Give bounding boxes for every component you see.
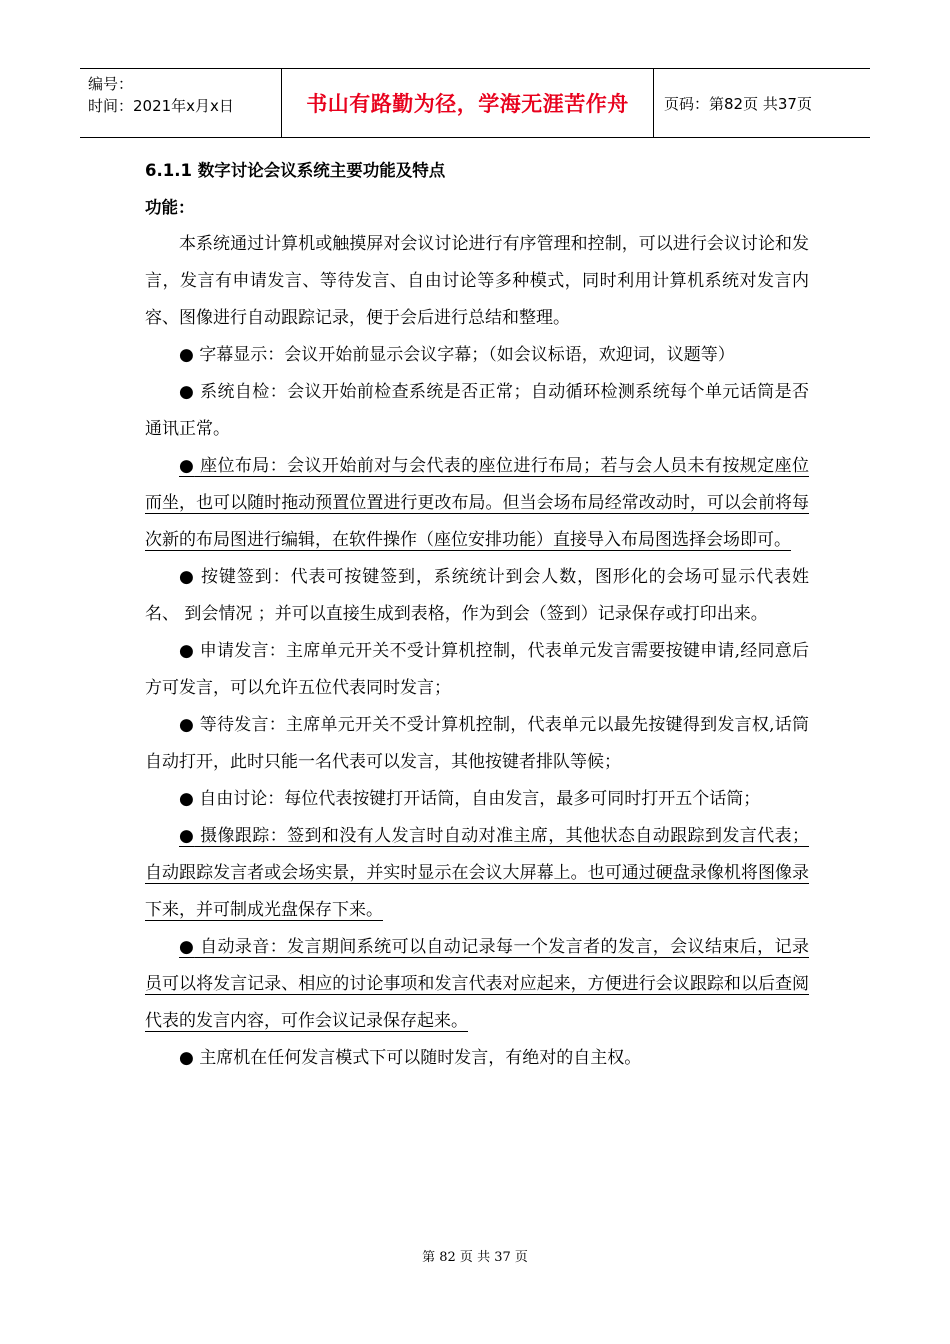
feature-item-text: 摄像跟踪：签到和没有人发言时自动对准主席，其他状态自动跟踪到发言代表；自动跟踪发言者或会场实景，并实时显示在会议大屏幕上。也可通过硬盘录像机将图像录下来，并可制成光盘保存下来。 xyxy=(145,826,809,920)
feature-item xyxy=(145,781,809,818)
bullet-icon: ● xyxy=(179,567,195,587)
bullet-icon: ● xyxy=(179,456,195,476)
feature-item-text: 等待发言：主席单元开关不受计算机控制，代表单元以最先按键得到发言权,话筒自动打开，此时只能一名代表可以发言，其他按键者排队等候； xyxy=(145,715,809,772)
bullet-icon: ● xyxy=(179,937,195,957)
feature-item xyxy=(145,559,809,633)
feature-item-text: 申请发言：主席单元开关不受计算机控制，代表单元发言需要按键申请,经同意后方可发言，可以允许五位代表同时发言； xyxy=(145,641,809,698)
feature-item-text: 字幕显示：会议开始前显示会议字幕；（如会议标语，欢迎词，议题等） xyxy=(193,345,735,365)
page-header xyxy=(80,68,870,138)
header-date-label: 时间：2021年x月x日 xyxy=(88,97,234,115)
feature-item xyxy=(145,818,809,929)
page-footer: 第 82 页 共 37 页 xyxy=(422,1250,528,1265)
feature-item xyxy=(145,448,809,559)
header-page-label: 页码：第82页 共37页 xyxy=(664,94,812,113)
bullet-icon: ● xyxy=(179,715,195,735)
header-motto: 书山有路勤为径，学海无涯苦作舟 xyxy=(282,69,654,137)
feature-list xyxy=(145,337,809,1077)
feature-item xyxy=(145,707,809,781)
feature-item-text: 主席机在任何发言模式下可以随时发言，有绝对的自主权。 xyxy=(193,1048,642,1068)
feature-item-text: 座位布局：会议开始前对与会代表的座位进行布局；若与会人员未有按规定座位而坐，也可以随时拖动预置位置进行更改布局。但当会场布局经常改动时，可以会前将每次新的布局图进行编辑，在软件操作（座位安排功能）直接导入布局图选择会场即可。 xyxy=(145,456,809,550)
bullet-icon: ● xyxy=(179,641,195,661)
feature-item xyxy=(145,374,809,448)
bullet-icon: ● xyxy=(179,1048,194,1068)
bullet-icon: ● xyxy=(179,826,195,846)
feature-item-text: 自动录音：发言期间系统可以自动记录每一个发言者的发言，会议结束后，记录员可以将发言记录、相应的讨论事项和发言代表对应起来，方便进行会议跟踪和以后查阅代表的发言内容，可作会议记录保存起来。 xyxy=(145,937,809,1031)
feature-item xyxy=(145,929,809,1040)
section-title: 6.1.1 数字讨论会议系统主要功能及特点 xyxy=(145,161,446,180)
feature-item-text: 按键签到：代表可按键签到，系统统计到会人数，图形化的会场可显示代表姓名、 到会情况 ；并可以直接生成到表格，作为到会（签到）记录保存或打印出来。 xyxy=(145,567,809,624)
document-body xyxy=(145,152,809,1077)
subtitle: 功能： xyxy=(145,198,195,217)
feature-item xyxy=(145,1040,809,1077)
feature-item-text: 自由讨论：每位代表按键打开话筒，自由发言，最多可同时打开五个话筒； xyxy=(193,789,761,809)
header-meta xyxy=(80,69,282,137)
intro-paragraph: 本系统通过计算机或触摸屏对会议讨论进行有序管理和控制，可以进行会议讨论和发言，发言有申请发言、等待发言、自由讨论等多种模式，同时利用计算机系统对发言内容、图像进行自动跟踪记录，便于会后进行总结和整理。 xyxy=(145,234,809,328)
bullet-icon: ● xyxy=(179,382,195,402)
bullet-icon: ● xyxy=(179,789,194,809)
feature-item xyxy=(145,633,809,707)
header-number-label: 编号： xyxy=(88,75,134,93)
bullet-icon: ● xyxy=(179,345,194,365)
feature-item-text: 系统自检：会议开始前检查系统是否正常；自动循环检测系统每个单元话筒是否通讯正常。 xyxy=(145,382,809,439)
feature-item xyxy=(145,337,809,374)
